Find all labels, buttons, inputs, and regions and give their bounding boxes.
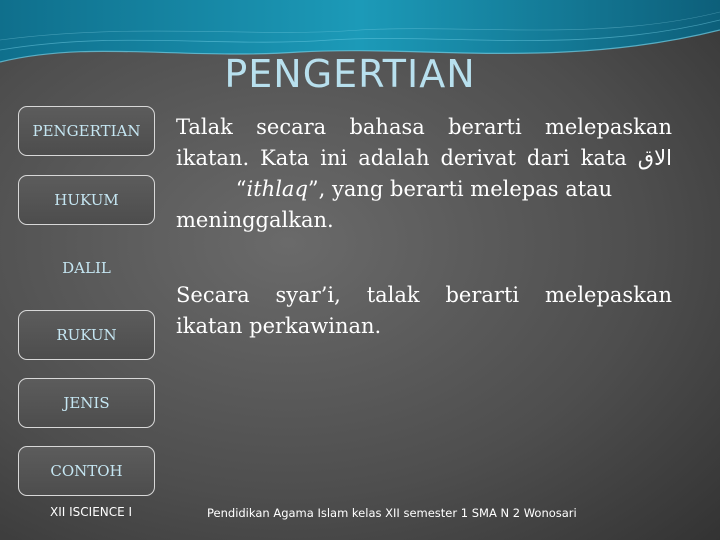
word: Kata [260,146,310,170]
word: kata [580,146,627,170]
word: ikatan. [176,146,250,170]
nav-button-hukum[interactable]: HUKUM [18,175,155,225]
p1-line1 [176,112,672,143]
p1-line2 [176,143,672,174]
p2-line1 [176,280,672,311]
word: dari [526,146,570,170]
class-label: XII ISCIENCE I [50,505,133,519]
italic-term: ithlaq [246,177,308,201]
word: bahasa [349,115,425,139]
page-title: PENGERTIAN [224,52,476,96]
line3-rest: ”, yang berarti melepas atau [307,177,613,201]
p1-line4: meninggalkan. [176,208,334,232]
nav-button-rukun[interactable]: RUKUN [18,310,155,360]
word: secara [256,115,327,139]
nav-button-dalil[interactable]: DALIL [62,259,111,277]
word: derivat [440,146,516,170]
footer-text: Pendidikan Agama Islam kelas XII semester 1 SMA N 2 Wonosari [207,506,577,520]
word: berarti [448,115,522,139]
definition-paragraph-bahasa [176,112,672,236]
word: talak [366,283,420,307]
arabic-word: اﻻق [637,146,672,170]
word: adalah [358,146,430,170]
nav-button-pengertian[interactable]: PENGERTIAN [18,106,155,156]
quote-open: “ [235,177,247,201]
nav-button-contoh[interactable]: CONTOH [18,446,155,496]
word: syar’i, [275,283,341,307]
definition-paragraph-syari [176,280,672,342]
word: Talak [176,115,233,139]
p2-line2: ikatan perkawinan. [176,314,382,338]
word: melepaskan [544,283,672,307]
nav-button-jenis[interactable]: JENIS [18,378,155,428]
word: Secara [176,283,250,307]
word: berarti [445,283,520,307]
word: melepaskan [544,115,672,139]
p1-line3 [176,174,672,205]
word: ini [320,146,348,170]
